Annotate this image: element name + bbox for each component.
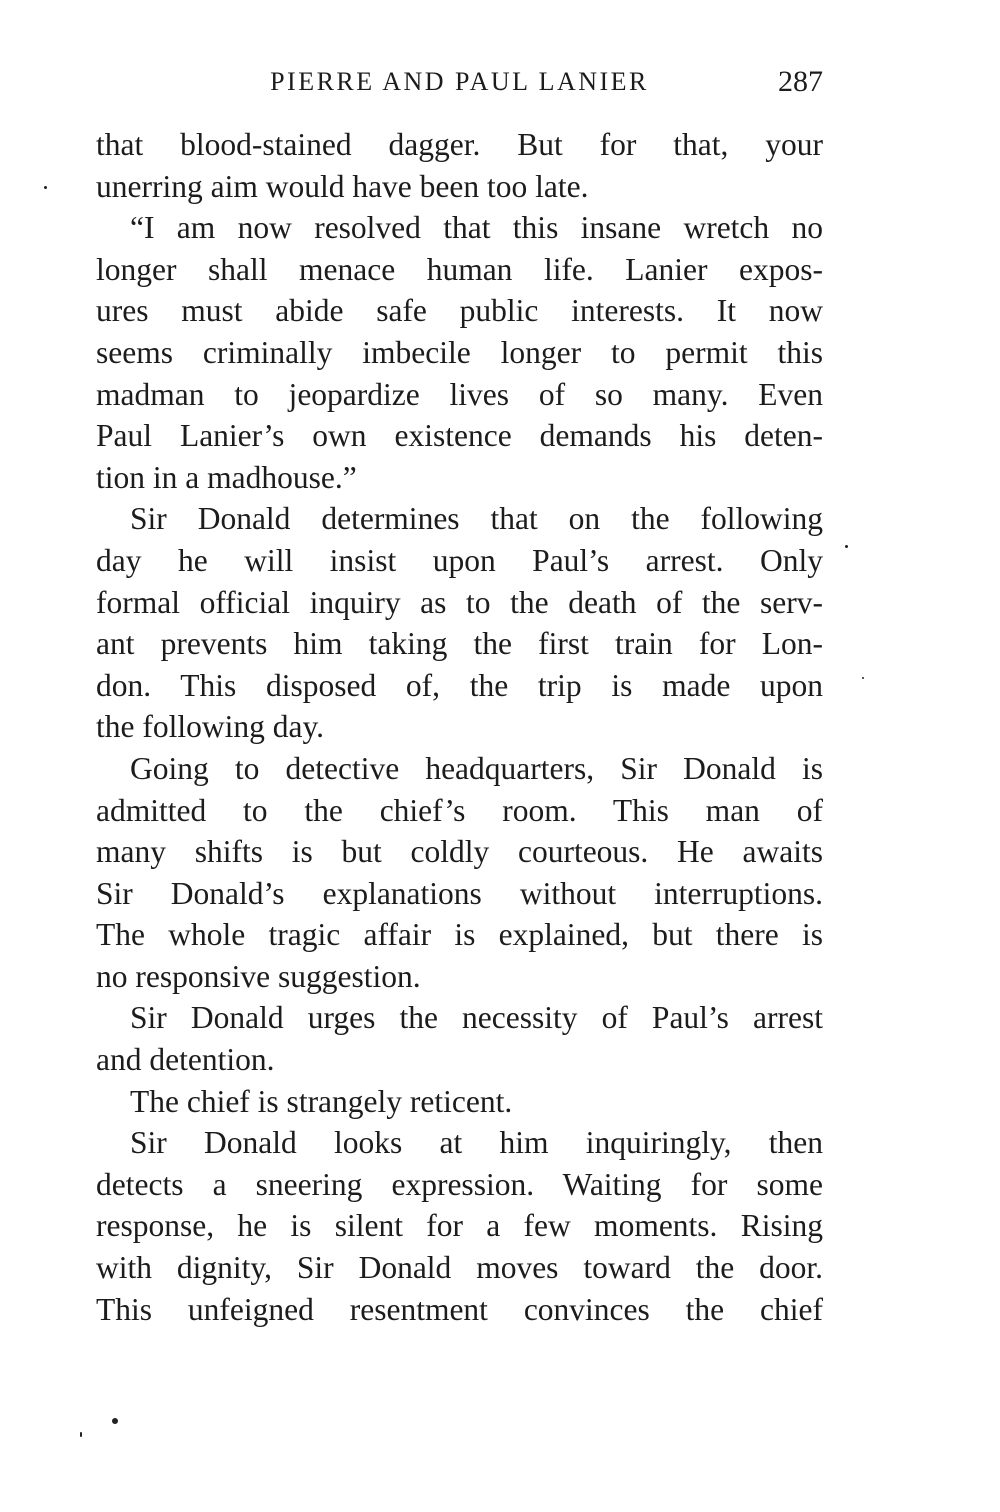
text-line: ant prevents him taking the first train for Lon- [96,626,823,662]
text-line: don. This disposed of, the trip is made upon [96,667,823,703]
text-line: tion in a madhouse.” [96,459,357,495]
text-line: response, he is silent for a few moments. Rising [96,1208,823,1244]
paragraph-3 [96,498,823,748]
running-title: PIERRE AND PAUL LANIER [270,67,649,96]
text-line: Sir Donald urges the necessity of Paul’s arrest [130,1000,823,1036]
text-line: that blood-stained dagger. But for that, your [96,127,823,162]
paragraph-4 [96,748,823,998]
text-line: no responsive suggestion. [96,958,421,994]
text-line: admitted to the chief’s room. This man of [96,792,823,828]
body-text [96,124,823,1330]
page-number: 287 [778,65,823,98]
text-line: Sir Donald looks at him inquiringly, then [130,1125,823,1161]
text-line: day he will insist upon Paul’s arrest. Only [96,542,823,578]
text-line: “I am now resolved that this insane wretch no [130,210,823,246]
paragraph-6 [96,1081,823,1123]
text-line: Going to detective headquarters, Sir Donald is [130,750,823,786]
text-line: detects a sneering expression. Waiting for some [96,1166,823,1202]
scan-speck [845,545,848,548]
paragraph-1 [96,124,823,207]
text-line: and detention. [96,1042,275,1078]
text-line: many shifts is but coldly courteous. He awaits [96,834,823,870]
text-line: ures must abide safe public interests. It now [96,293,823,329]
scan-speck [44,186,47,189]
scan-speck [112,1418,118,1424]
scan-speck [80,1432,82,1437]
text-line: This unfeigned resentment convinces the chief [96,1291,823,1327]
text-line: The whole tragic affair is explained, but there is [96,917,823,953]
text-line: longer shall menace human life. Lanier expos- [96,251,823,287]
running-head [96,62,823,102]
text-line: Sir Donald’s explanations without interruptions. [96,875,823,911]
scan-speck [862,677,864,679]
text-line: the following day. [96,709,325,745]
text-line: formal official inquiry as to the death of the serv- [96,584,823,620]
paragraph-7 [96,1122,823,1330]
paragraph-2 [96,207,823,498]
text-line: unerring aim would have been too late. [96,168,589,204]
text-line: Paul Lanier’s own existence demands his deten- [96,418,823,454]
text-line: The chief is strangely reticent. [130,1083,513,1119]
text-line: madman to jeopardize lives of so many. Even [96,376,823,412]
text-line: seems criminally imbecile longer to permit this [96,334,823,370]
text-line: Sir Donald determines that on the following [130,501,823,537]
paragraph-5 [96,997,823,1080]
text-line: with dignity, Sir Donald moves toward the door. [96,1250,823,1286]
